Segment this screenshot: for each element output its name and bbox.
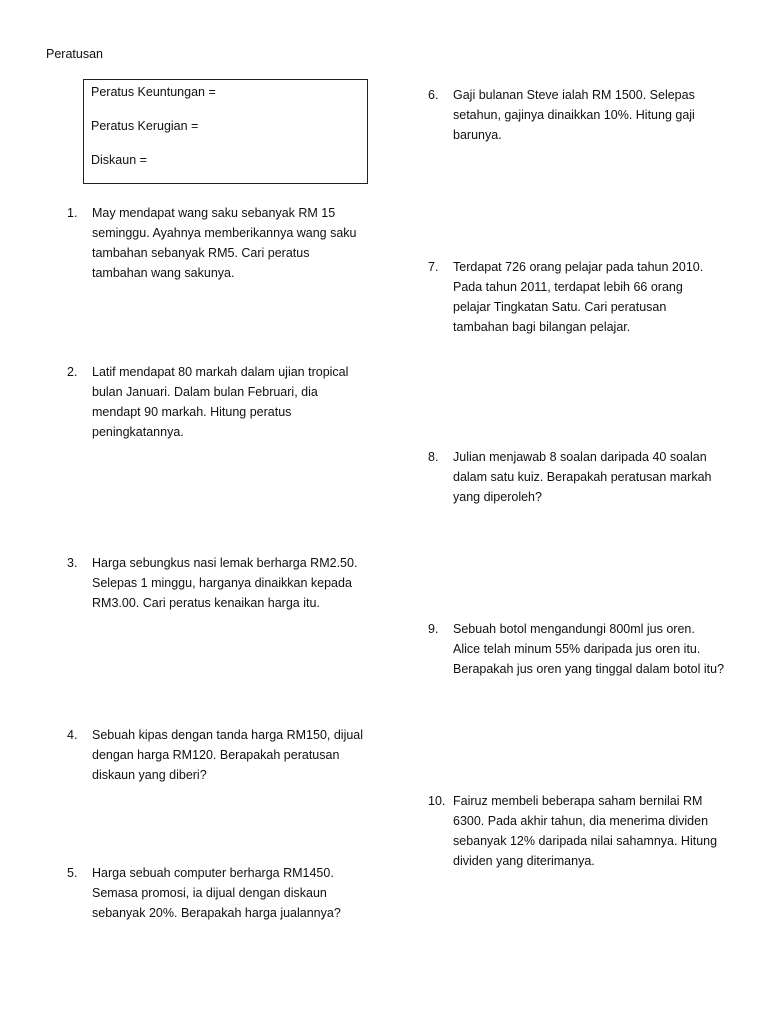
question-item	[67, 863, 367, 923]
question-text: Terdapat 726 orang pelajar pada tahun 2010. Pada tahun 2011, terdapat lebih 66 orang pelajar Tingkatan Satu. Cari peratusan tambahan bagi bilangan pelajar.	[453, 260, 704, 334]
question-number: 2.	[67, 365, 78, 379]
question-text: Fairuz membeli beberapa saham bernilai RM 6300. Pada akhir tahun, dia menerima dividen sebanyak 12% daripada nilai sahamnya. Hitung dividen yang diterimanya.	[453, 794, 718, 868]
question-text: Julian menjawab 8 soalan daripada 40 soalan dalam satu kuiz. Berapakah peratusan markah yang diperoleh?	[453, 450, 712, 504]
question-number: 7.	[428, 260, 439, 274]
question-item	[67, 203, 367, 283]
question-number: 5.	[67, 866, 78, 880]
formula-box	[83, 79, 368, 184]
question-item	[428, 791, 743, 871]
question-text: Sebuah botol mengandungi 800ml jus oren. Alice telah minum 55% daripada jus oren itu. Berapakah jus oren yang tinggal dalam botol itu?	[453, 622, 725, 676]
question-number: 6.	[428, 88, 439, 102]
question-number: 8.	[428, 450, 439, 464]
formula-profit-percent: Peratus Keuntungan =	[91, 85, 216, 99]
question-item	[67, 725, 367, 785]
question-item	[428, 257, 743, 337]
question-number: 1.	[67, 206, 78, 220]
question-item	[428, 619, 743, 679]
question-item	[428, 85, 743, 145]
question-item	[67, 362, 367, 442]
question-number: 3.	[67, 556, 78, 570]
question-text: Gaji bulanan Steve ialah RM 1500. Selepas setahun, gajinya dinaikkan 10%. Hitung gaji barunya.	[453, 88, 695, 142]
question-number: 9.	[428, 622, 439, 636]
question-number: 10.	[428, 794, 446, 808]
question-text: Harga sebungkus nasi lemak berharga RM2.50. Selepas 1 minggu, harganya dinaikkan kepada RM3.00. Cari peratus kenaikan harga itu.	[92, 556, 358, 610]
question-text: May mendapat wang saku sebanyak RM 15 seminggu. Ayahnya memberikannya wang saku tambahan sebanyak RM5. Cari peratus tambahan wang sakunya.	[92, 206, 357, 280]
page-title: Peratusan	[46, 47, 103, 61]
question-text: Sebuah kipas dengan tanda harga RM150, dijual dengan harga RM120. Berapakah peratusan diskaun yang diberi?	[92, 728, 364, 782]
question-text: Harga sebuah computer berharga RM1450. Semasa promosi, ia dijual dengan diskaun sebanyak 20%. Berapakah harga jualannya?	[92, 866, 341, 920]
question-item	[428, 447, 743, 507]
formula-loss-percent: Peratus Kerugian =	[91, 119, 199, 133]
question-item	[67, 553, 367, 613]
question-text: Latif mendapat 80 markah dalam ujian tropical bulan Januari. Dalam bulan Februari, dia mendapt 90 markah. Hitung peratus peningkatannya.	[92, 365, 349, 439]
question-number: 4.	[67, 728, 78, 742]
formula-discount: Diskaun =	[91, 153, 147, 167]
